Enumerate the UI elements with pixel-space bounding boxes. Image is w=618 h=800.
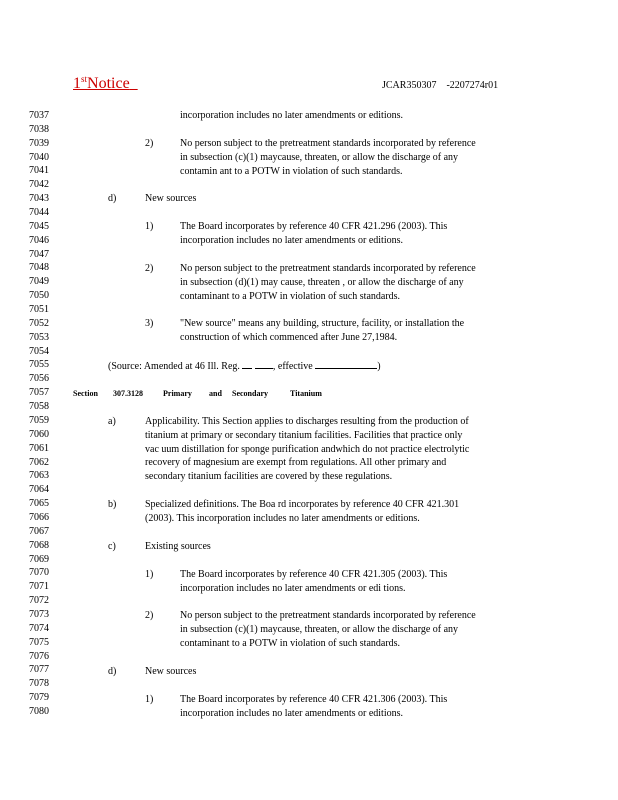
line-number: 7074 — [29, 622, 49, 634]
text-line-7050: contaminant to a POTW in violation of such standards. — [180, 291, 401, 302]
text-line-7061: vac uum distillation for sponge purification andwhich do not practice electrolytic — [145, 444, 470, 455]
text-line-7068: Existing sources — [145, 541, 211, 552]
line-number: 7053 — [29, 331, 49, 343]
line-number: 7057 — [29, 387, 49, 399]
text-line-7074: in subsection (c)(1) maycause, threaten, or allow the discharge of any — [180, 624, 459, 635]
line-number: 7066 — [29, 511, 49, 523]
text-line-7079: The Board incorporates by reference 40 CFR 421.306 (2003). This — [180, 694, 448, 705]
item-marker-2: 2) — [145, 138, 154, 149]
line-number: 7079 — [29, 692, 49, 704]
line-number: 7069 — [29, 553, 49, 565]
text-line-7071: incorporation includes no later amendments or edi tions. — [180, 583, 406, 594]
line-number: 7078 — [29, 678, 49, 690]
line-number: 7080 — [29, 705, 49, 717]
line-number: 7071 — [29, 581, 49, 593]
source-note — [108, 359, 381, 374]
first-notice-header: 1stNotice — [73, 74, 130, 92]
item-marker-2: 2) — [145, 263, 154, 274]
section-number: 307.3128 — [113, 389, 143, 398]
text-line-7073: No person subject to the pretreatment standards incorporated by reference — [180, 610, 476, 621]
text-line-7048: No person subject to the pretreatment standards incorporated by reference — [180, 263, 476, 274]
text-line-7066: (2003). This incorporation includes no later amendments or editions. — [145, 513, 420, 524]
blank-field — [242, 359, 252, 369]
line-number: 7077 — [29, 664, 49, 676]
line-number: 7041 — [29, 165, 49, 177]
text-line-7045: The Board incorporates by reference 40 CFR 421.296 (2003). This — [180, 221, 448, 232]
section-title-word: Titanium — [290, 389, 322, 398]
section-title-word: and — [209, 389, 222, 398]
text-line-7059: Applicability. This Section applies to discharges resulting from the production of — [145, 416, 469, 427]
line-number: 7073 — [29, 608, 49, 620]
item-marker-d: d) — [108, 666, 117, 677]
line-number: 7059 — [29, 414, 49, 426]
line-number: 7072 — [29, 595, 49, 607]
line-number: 7052 — [29, 317, 49, 329]
line-number: 7061 — [29, 442, 49, 454]
item-marker-d: d) — [108, 193, 117, 204]
line-number: 7038 — [29, 123, 49, 135]
blank-field — [315, 359, 377, 369]
line-number: 7039 — [29, 137, 49, 149]
source-note-effective: , effective — [272, 361, 313, 372]
line-number: 7075 — [29, 636, 49, 648]
line-number: 7055 — [29, 359, 49, 371]
text-line-7077: New sources — [145, 666, 197, 677]
line-number: 7067 — [29, 525, 49, 537]
document-id: JCAR350307 -2207274r01 — [382, 80, 499, 91]
line-number: 7045 — [29, 220, 49, 232]
line-number: 7037 — [29, 110, 49, 121]
text-line-7060: titanium at primary or secondary titanium facilities. Facilities that practice only — [145, 430, 463, 441]
section-title-word: Secondary — [232, 389, 268, 398]
line-number: 7050 — [29, 290, 49, 302]
item-marker-1: 1) — [145, 569, 154, 580]
line-number: 7049 — [29, 276, 49, 288]
item-marker-1: 1) — [145, 694, 154, 705]
line-number: 7068 — [29, 539, 49, 551]
line-number: 7065 — [29, 498, 49, 510]
text-line-7062: recovery of magnesium are exempt from regulations. All other primary and — [145, 457, 447, 468]
text-line-7065: Specialized definitions. The Boa rd incorporates by reference 40 CFR 421.301 — [145, 499, 460, 510]
line-number: 7054 — [29, 345, 49, 357]
line-number: 7051 — [29, 304, 49, 316]
item-marker-2: 2) — [145, 610, 154, 621]
item-marker-a: a) — [108, 416, 116, 427]
line-number: 7043 — [29, 193, 49, 205]
section-label: Section — [73, 389, 98, 398]
item-marker-3: 3) — [145, 318, 154, 329]
item-marker-c: c) — [108, 541, 116, 552]
text-line-7039: No person subject to the pretreatment standards incorporated by reference — [180, 138, 476, 149]
text-line-7063: secondary titanium facilities are covered by these regulations. — [145, 471, 393, 482]
item-marker-b: b) — [108, 499, 117, 510]
text-line-7053: construction of which commenced after June 27,1984. — [180, 332, 398, 343]
text-line-7080: incorporation includes no later amendments or editions. — [180, 708, 403, 719]
line-number: 7076 — [29, 650, 49, 662]
line-number: 7058 — [29, 401, 49, 413]
line-number: 7056 — [29, 373, 49, 385]
section-title-word: Primary — [163, 389, 192, 398]
line-number: 7046 — [29, 234, 49, 246]
line-number: 7040 — [29, 151, 49, 163]
text-line-7046: incorporation includes no later amendments or editions. — [180, 235, 403, 246]
line-number: 7047 — [29, 248, 49, 260]
line-number: 7070 — [29, 567, 49, 579]
source-note-close: ) — [377, 361, 381, 372]
line-number: 7060 — [29, 428, 49, 440]
blank-field — [255, 359, 273, 369]
text-line-7070: The Board incorporates by reference 40 CFR 421.305 (2003). This — [180, 569, 448, 580]
text-line-7041: contamin ant to a POTW in violation of such standards. — [180, 166, 403, 177]
text-line-7052: "New source" means any building, structure, facility, or installation the — [180, 318, 465, 329]
line-number: 7062 — [29, 456, 49, 468]
line-number: 7042 — [29, 179, 49, 191]
line-number: 7048 — [29, 262, 49, 274]
text-line-7043: New sources — [145, 193, 197, 204]
item-marker-1: 1) — [145, 221, 154, 232]
line-number: 7063 — [29, 470, 49, 482]
text-line-7075: contaminant to a POTW in violation of such standards. — [180, 638, 401, 649]
line-number: 7064 — [29, 484, 49, 496]
text-line-7037: incorporation includes no later amendments or editions. — [180, 110, 403, 121]
line-number: 7044 — [29, 207, 49, 219]
source-note-text: (Source: Amended at 46 Ill. Reg. — [108, 361, 240, 372]
text-line-7049: in subsection (d)(1) may cause, threaten , or allow the discharge of any — [180, 277, 464, 288]
text-line-7040: in subsection (c)(1) maycause, threaten, or allow the discharge of any — [180, 152, 459, 163]
